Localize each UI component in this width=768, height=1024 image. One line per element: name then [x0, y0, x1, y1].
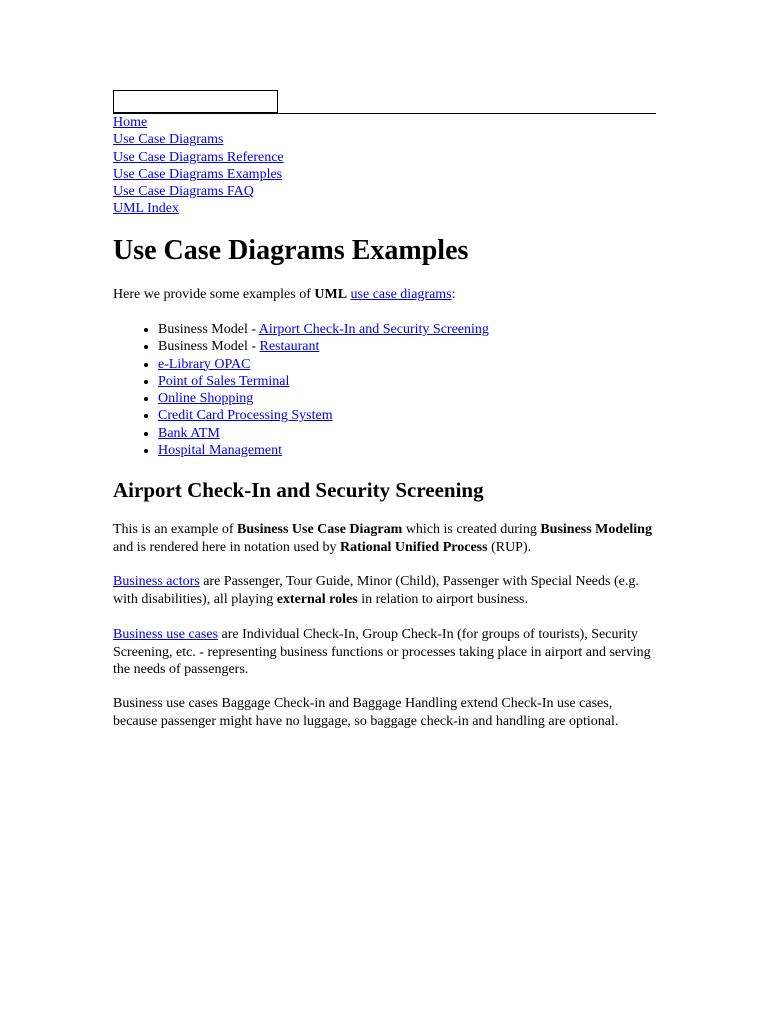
- p3-text-1: are Individual Check-In, Group Check-In (for groups of tourists), Security Screening, etc. - representing business functions or processes taking place in airport and serving the needs of passengers.: [113, 627, 651, 677]
- example-link-airport[interactable]: Airport Check-In and Security Screening: [258, 322, 489, 337]
- paragraph-baggage: Business use cases Baggage Check-in and Baggage Handling extend Check-In use cases, because passenger might have no luggage, so baggage check-in and handling are optional.: [113, 696, 619, 729]
- example-link-credit-card[interactable]: Credit Card Processing System: [158, 408, 333, 424]
- p1-text-3: and is rendered here in notation used by: [113, 539, 341, 555]
- nav-link-home[interactable]: Home: [113, 115, 148, 130]
- business-use-cases-link[interactable]: Business use cases: [113, 627, 218, 642]
- intro-suffix: :: [451, 287, 456, 302]
- business-actors-link[interactable]: Business actors: [113, 574, 200, 589]
- p1-bold-1: Business Use Case Diagram: [237, 522, 403, 537]
- nav-link-examples[interactable]: Use Case Diagrams Examples: [113, 166, 283, 182]
- list-item: [158, 373, 489, 390]
- p1-text-1: This is an example of: [113, 522, 238, 537]
- p1-bold-2: Business Modeling: [540, 522, 652, 537]
- nav-link-uml-index[interactable]: UML Index: [113, 201, 179, 217]
- nav-link-reference[interactable]: Use Case Diagrams Reference: [113, 149, 284, 165]
- example-prefix: Business Model -: [158, 322, 259, 337]
- examples-list: [113, 321, 489, 459]
- example-link-online-shopping[interactable]: Online Shopping: [158, 391, 254, 407]
- paragraph-intro: [113, 521, 658, 556]
- use-case-diagrams-link[interactable]: use case diagrams: [350, 287, 452, 302]
- search-input[interactable]: [113, 90, 278, 113]
- p2-text-2: in relation to airport business.: [357, 591, 529, 607]
- p2-bold-1: external roles: [276, 591, 358, 607]
- list-item: [158, 442, 489, 459]
- example-prefix: Business Model -: [158, 339, 260, 355]
- example-link-elibrary[interactable]: e-Library OPAC: [158, 356, 251, 372]
- nav-link-faq[interactable]: Use Case Diagrams FAQ: [113, 184, 254, 200]
- intro-prefix: Here we provide some examples of: [113, 287, 315, 302]
- p1-text-4: (RUP).: [487, 539, 532, 555]
- list-item: [158, 407, 489, 424]
- p2-text-1: are Passenger, Tour Guide, Minor (Child), Passenger with Special Needs (e.g. with disabilities), all playing: [113, 574, 639, 607]
- paragraph-use-cases: [113, 626, 658, 679]
- nav-link-use-case-diagrams[interactable]: Use Case Diagrams: [113, 132, 224, 148]
- list-item: [158, 390, 489, 407]
- p1-bold-3: Rational Unified Process: [340, 539, 488, 555]
- example-link-pos[interactable]: Point of Sales Terminal: [158, 373, 290, 389]
- intro-uml: UML: [314, 287, 348, 302]
- paragraph-actors: [113, 573, 658, 608]
- nav-links: [113, 114, 284, 218]
- example-link-bank-atm[interactable]: Bank ATM: [158, 425, 220, 441]
- page-title: Use Case Diagrams Examples: [113, 235, 469, 266]
- list-item: [158, 425, 489, 442]
- list-item: [158, 356, 489, 373]
- example-link-hospital[interactable]: Hospital Management: [158, 443, 283, 459]
- example-link-restaurant[interactable]: Restaurant: [259, 339, 320, 355]
- p1-text-2: which is created during: [402, 522, 541, 537]
- list-item: [158, 338, 489, 355]
- section-title: Airport Check-In and Security Screening: [113, 478, 484, 502]
- intro-text: [113, 286, 456, 304]
- list-item: [158, 321, 489, 338]
